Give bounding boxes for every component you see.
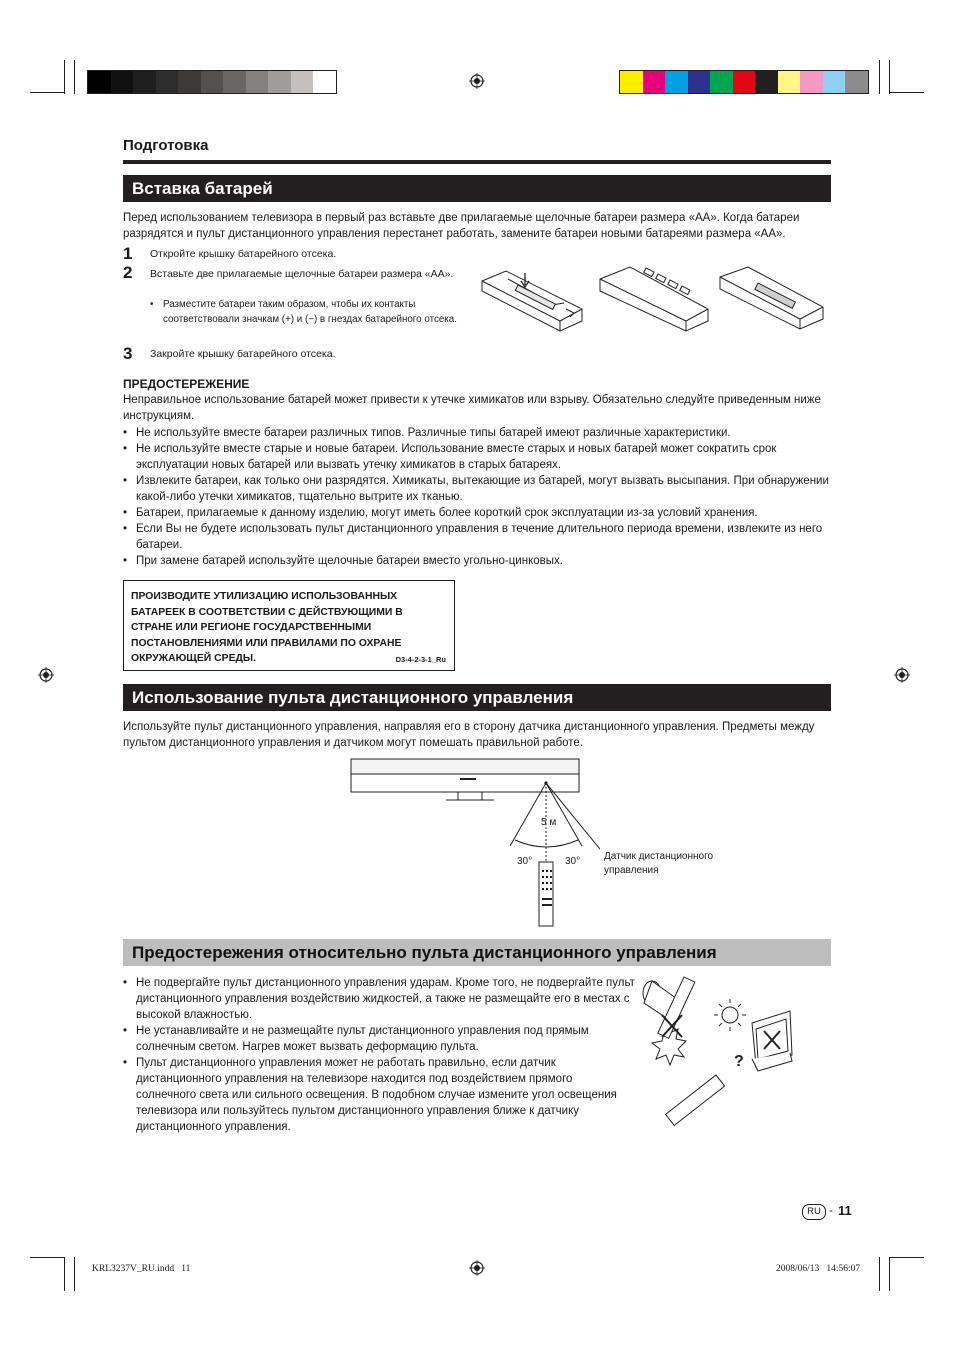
color-swatch	[201, 71, 224, 93]
battery-insertion-illustration	[478, 263, 830, 338]
registration-mark-icon	[894, 667, 910, 683]
remote-precautions-heading: Предостережения относительно пульта дистанционного управления	[123, 939, 831, 966]
disposal-notice-code: D3-4-2-3-1_Ru	[395, 655, 446, 664]
batteries-heading: Вставка батарей	[123, 175, 831, 202]
list-item: • Пульт дистанционного управления может не работать правильно, если датчик дистанционного управления на телевизоре находится под воздействием прямого солнечного света или сильного освещения. В подобном случае измените угол освещения телевизора или пользуйтесь пультом дистанционного управления ближе к датчику дистанционного управления.	[123, 1055, 635, 1135]
color-swatch	[246, 71, 269, 93]
crop-mark	[879, 1257, 880, 1291]
crop-mark	[890, 1257, 924, 1258]
list-item: • Не устанавливайте и не размещайте пульт дистанционного управления под прямым солнечным светом. Нагрев может вызвать деформацию пульта.	[123, 1023, 635, 1055]
registration-mark-icon	[469, 73, 485, 89]
color-swatch	[665, 71, 688, 93]
disposal-notice	[123, 580, 455, 671]
remote-hazards-illustration	[640, 975, 830, 1140]
color-swatch	[778, 71, 801, 93]
crop-mark	[30, 92, 64, 93]
batteries-intro: Перед использованием телевизора в первый раз вставьте две прилагаемые щелочные батареи размера «AA». Когда батареи разрядятся и пульт дистанционного управления перестанет работать, замените батареи новыми батареями размера «AA».	[123, 212, 800, 240]
step-number: 3	[123, 344, 133, 363]
disposal-notice-text: ПРОИЗВОДИТЕ УТИЛИЗАЦИЮ ИСПОЛЬЗОВАННЫХ БАТАРЕЕК В СООТВЕТСТВИИ С ДЕЙСТВУЮЩИМИ В СТРАНЕ ИЛИ РЕГИОНЕ ГОСУДАРСТВЕННЫМИ ПОСТАНОВЛЕНИЯМИ ИЛИ ПРАВИЛАМИ ПО ОХРАНЕ ОКРУЖАЮЩЕЙ СРЕДЫ.	[131, 591, 403, 664]
list-item: • Не подвергайте пульт дистанционного управления ударам. Кроме того, не подвергайте пульт дистанционного управления воздействию жидкостей, а также не размещайте его в местах с высокой влажностью.	[123, 975, 635, 1023]
range-distance-label: 5 м	[541, 817, 557, 828]
color-swatch	[178, 71, 201, 93]
color-swatch	[268, 71, 291, 93]
crop-mark	[64, 1257, 65, 1291]
crop-mark	[74, 1257, 75, 1291]
page-number: 11	[838, 1203, 852, 1218]
list-item: • Не используйте вместе батареи различных типов. Различные типы батарей имеют различные характеристики.	[123, 425, 831, 441]
color-swatch	[800, 71, 823, 93]
list-item: • При замене батарей используйте щелочные батареи вместо угольно-цинковых.	[123, 553, 831, 569]
color-swatch	[156, 71, 179, 93]
color-swatch	[111, 71, 134, 93]
svg-text:?: ?	[734, 1053, 744, 1070]
color-swatch	[223, 71, 246, 93]
list-item: • Извлеките батареи, как только они разрядятся. Химикаты, вытекающие из батарей, могут вызвать высыпания. При обнаружении какой-либо утечки химикатов, тщательно вытрите их тканью.	[123, 473, 831, 505]
process-color-bar	[619, 70, 869, 94]
section-label: Подготовка	[123, 137, 209, 154]
crop-mark	[889, 1257, 890, 1291]
step-text: Откройте крышку батарейного отсека.	[150, 248, 337, 260]
color-swatch	[688, 71, 711, 93]
sensor-label: Датчик дистанционного управления	[604, 851, 714, 876]
step-text: Закройте крышку батарейного отсека.	[150, 348, 336, 360]
print-file-name: KRL3237V_RU.indd 11	[92, 1264, 191, 1274]
color-swatch	[313, 71, 336, 93]
color-swatch	[823, 71, 846, 93]
list-item: • Если Вы не будете использовать пульт дистанционного управления в течение длительного периода времени, извлеките из него батареи.	[123, 521, 831, 553]
crop-mark	[30, 1257, 64, 1258]
list-item: • Разместите батареи таким образом, чтобы их контакты соответствовали значкам (+) и (−) в гнездах батарейного отсека.	[150, 298, 460, 327]
angle-left-label: 30°	[517, 856, 533, 867]
caution-intro: Неправильное использование батарей может привести к утечке химикатов или взрыву. Обязательно следуйте приведенным ниже инструкциям.	[123, 394, 821, 422]
color-swatch	[643, 71, 666, 93]
crop-mark	[64, 60, 65, 94]
registration-mark-icon	[38, 667, 54, 683]
step-text: Вставьте две прилагаемые щелочные батареи размера «AA».	[150, 268, 454, 280]
language-badge: RU	[802, 1204, 826, 1220]
step2-bullets	[150, 298, 460, 327]
color-swatch	[88, 71, 111, 93]
page-number-separator: -	[829, 1205, 833, 1217]
grayscale-color-bar	[87, 70, 337, 94]
list-item: • Батареи, прилагаемые к данному изделию, могут иметь более короткий срок эксплуатации из-за условий хранения.	[123, 505, 831, 521]
crop-mark	[74, 60, 75, 94]
remote-precautions-list	[123, 975, 635, 1135]
crop-mark	[890, 92, 924, 93]
print-timestamp: 2008/06/13 14:56:07	[776, 1264, 861, 1274]
angle-right-label: 30°	[565, 856, 581, 867]
remote-use-intro: Используйте пульт дистанционного управления, направляя его в сторону датчика дистанционного управления. Предметы между пультом дистанционного управления и датчиком могут помешать правильной работе.	[123, 721, 815, 749]
color-swatch	[755, 71, 778, 93]
caution-title: ПРЕДОСТЕРЕЖЕНИЕ	[123, 377, 250, 391]
crop-mark	[889, 60, 890, 94]
crop-mark	[879, 60, 880, 94]
color-swatch	[733, 71, 756, 93]
step-number: 2	[123, 263, 133, 282]
step-number: 1	[123, 244, 133, 263]
color-swatch	[291, 71, 314, 93]
color-swatch	[710, 71, 733, 93]
section-rule	[123, 160, 831, 164]
color-swatch	[133, 71, 156, 93]
color-swatch	[845, 71, 868, 93]
caution-list	[123, 425, 831, 569]
remote-use-heading: Использование пульта дистанционного управления	[123, 684, 831, 711]
list-item: • Не используйте вместе старые и новые батареи. Использование вместе старых и новых батарей может сократить срок эксплуатации новых батарей или вызвать утечку химикатов в старых батареях.	[123, 441, 831, 473]
color-swatch	[620, 71, 643, 93]
remote-range-diagram	[350, 758, 600, 930]
registration-mark-icon	[469, 1260, 485, 1276]
